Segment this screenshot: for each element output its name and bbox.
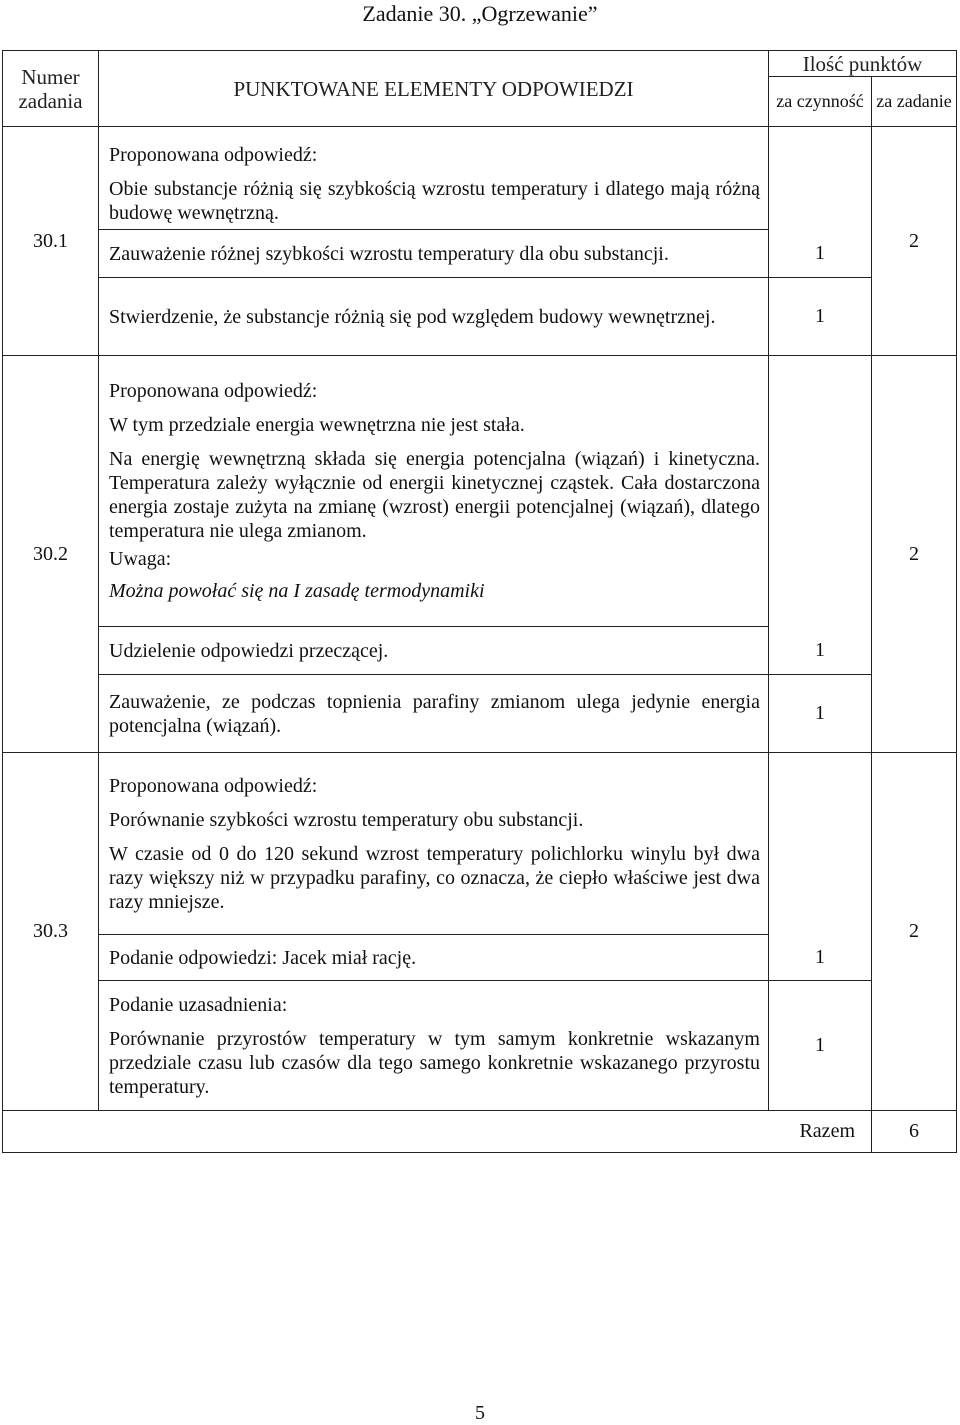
total-label: Razem: [3, 1111, 872, 1153]
scoring-item: Podanie odpowiedzi: Jacek miał rację.: [99, 935, 769, 981]
justification-text: Porównanie przyrostów temperatury w tym samym konkretnie wskazanym przedziale czasu lub czasów dla tego samego konkretnie wskazanego przyrostu temperatury.: [109, 1027, 760, 1098]
scoring-item: Zauważenie, ze podczas topnienia parafiny zmianom ulega jedynie energia potencjalna (wiązań).: [99, 675, 769, 753]
item-points: 1: [769, 230, 872, 278]
scoring-table: [2, 50, 957, 1153]
proposed-label: Proponowana odpowiedź:: [109, 144, 318, 166]
task-number-30-3: 30.3: [3, 753, 99, 1111]
task-total-30-1: 2: [872, 127, 957, 356]
task-number-30-2: 30.2: [3, 356, 99, 753]
answer-text: Obie substancje różnią się szybkością wzrostu temperatury i dlatego mają różną budowę wewnętrzną.: [109, 178, 760, 224]
header-task: za zadanie: [872, 77, 957, 127]
header-activity: za czynność: [769, 77, 872, 127]
proposed-answer-30-3: [99, 753, 769, 935]
proposed-label: Proponowana odpowiedź:: [109, 380, 318, 402]
proposed-answer-30-2: [99, 356, 769, 627]
scoring-item: [99, 981, 769, 1111]
header-points: Ilość punktów: [769, 51, 957, 77]
answer-text: W tym przedziale energia wewnętrzna nie jest stała.: [109, 414, 525, 436]
answer-text: Na energię wewnętrzną składa się energia potencjalna (wiązań) i kinetyczna. Temperatura zależy wyłącznie od energii kinetycznej cząstek. Cała dostarczona energia zostaje zużyta na zmianę (wzrost) energii potencjalnej (wiązań), dlatego temperatura nie ulega zmianom.: [109, 448, 760, 542]
scoring-item: Zauważenie różnej szybkości wzrostu temperatury dla obu substancji.: [99, 230, 769, 278]
header-number: Numer zadania: [3, 51, 99, 127]
page-title: Zadanie 30. „Ogrzewanie”: [362, 1, 598, 26]
item-points: 1: [769, 278, 872, 356]
item-points: 1: [769, 935, 872, 981]
header-elements: PUNKTOWANE ELEMENTY ODPOWIEDZI: [99, 51, 769, 127]
scoring-item: Stwierdzenie, że substancje różnią się pod względem budowy wewnętrznej.: [99, 278, 769, 356]
item-points: 1: [769, 627, 872, 675]
scoring-item: Udzielenie odpowiedzi przeczącej.: [99, 627, 769, 675]
page-number: 5: [475, 1402, 485, 1424]
justification-label: Podanie uzasadnienia:: [109, 993, 288, 1016]
task-number-30-1: 30.1: [3, 127, 99, 356]
task-total-30-2: 2: [872, 356, 957, 753]
total-value: 6: [872, 1111, 957, 1153]
task-total-30-3: 2: [872, 753, 957, 1111]
note-label: Uwaga:: [109, 548, 172, 570]
item-points: 1: [769, 675, 872, 753]
answer-text: Porównanie szybkości wzrostu temperatury obu substancji.: [109, 808, 584, 831]
answer-text: W czasie od 0 do 120 sekund wzrost temperatury polichlorku winylu był dwa razy większy niż w przypadku parafiny, co oznacza, że ciepło właściwe jest dwa razy mniejsze.: [109, 842, 760, 913]
note-text: Można powołać się na I zasadę termodynamiki: [109, 580, 485, 602]
item-points: 1: [769, 981, 872, 1111]
proposed-answer-30-1: [99, 127, 769, 230]
proposed-label: Proponowana odpowiedź:: [109, 774, 318, 797]
